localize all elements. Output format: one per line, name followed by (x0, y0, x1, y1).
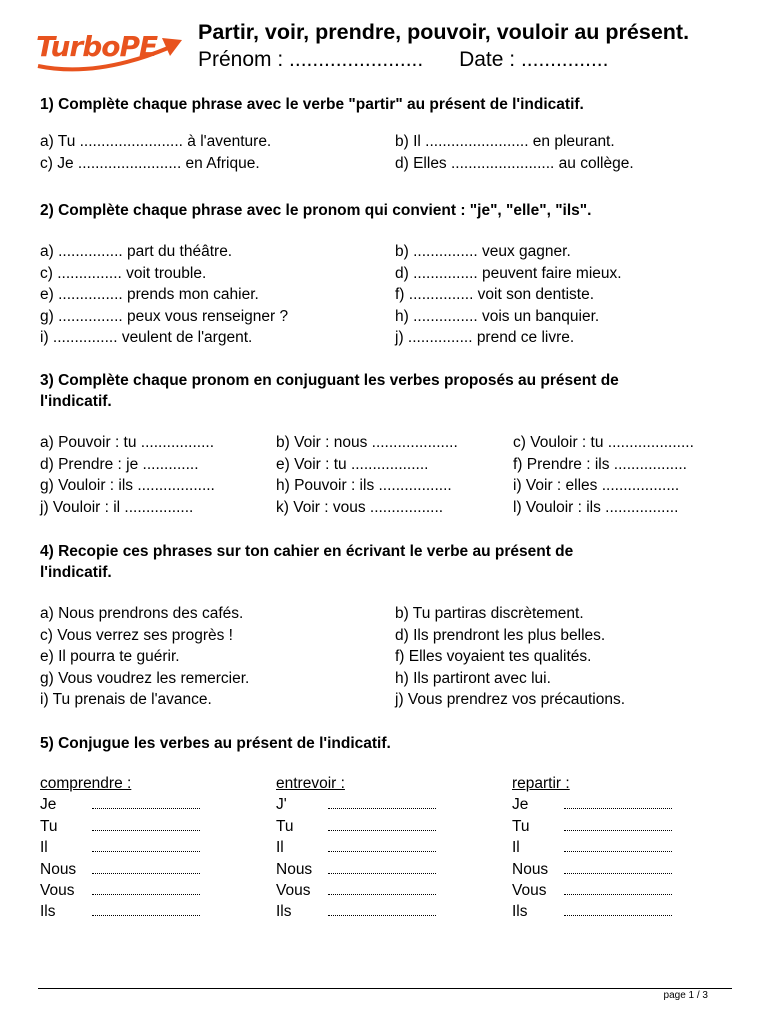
turbope-logo (36, 26, 188, 76)
pronoun-label: Vous (276, 881, 311, 899)
conjugation-column-repartir (512, 773, 570, 923)
answer-line[interactable] (328, 851, 436, 852)
prenom-field: Prénom : ....................... (198, 48, 424, 71)
exercise-item: d) Ils prendront les plus belles. (395, 626, 606, 644)
exercise-4 (40, 541, 730, 711)
pronoun-label: Ils (276, 903, 292, 921)
exercise-item: h) Ils partiront avec lui. (395, 669, 551, 687)
exercise-item: f) Elles voyaient tes qualités. (395, 648, 592, 665)
pronoun-label: Il (276, 839, 284, 857)
answer-line[interactable] (564, 915, 672, 916)
pronoun-label: Il (512, 839, 520, 857)
pronoun-label: Je (512, 796, 529, 814)
exercise-item: k) Voir : vous ................. (276, 498, 444, 516)
exercise-item: a) ............... part du théâtre. (40, 243, 233, 260)
answer-line[interactable] (92, 915, 200, 916)
exercise-1-items (40, 131, 730, 174)
logo-text: TurboPE (36, 30, 158, 63)
conjugation-column-entrevoir (276, 773, 345, 923)
pronoun-label: Nous (276, 860, 313, 878)
footer-divider (38, 988, 732, 989)
answer-line[interactable] (92, 894, 200, 895)
exercise-item: d) Elles ........................ au collège. (395, 154, 634, 172)
exercise-item: c) Je ........................ en Afrique. (40, 154, 260, 172)
page-number: page 1 / 3 (663, 990, 708, 1001)
answer-line[interactable] (564, 851, 672, 852)
page-title: Partir, voir, prendre, pouvoir, vouloir au présent. (198, 20, 690, 44)
pronoun-label: Tu (276, 817, 294, 835)
pronoun-label: Nous (40, 860, 77, 878)
exercise-3-question-line1: 3) Complète chaque pronom en conjuguant les verbes proposés au présent de (40, 372, 619, 389)
pronoun-label: Vous (40, 881, 75, 899)
answer-line[interactable] (564, 808, 672, 809)
exercise-item: d) ............... peuvent faire mieux. (395, 264, 622, 282)
verb-heading: repartir : (512, 775, 570, 792)
answer-line[interactable] (328, 808, 436, 809)
exercise-4-question-line2: l'indicatif. (40, 564, 112, 581)
exercise-5 (40, 733, 730, 754)
pronoun-label: J' (276, 796, 287, 814)
answer-line[interactable] (328, 894, 436, 895)
exercise-item: j) Vous prendrez vos précautions. (395, 691, 626, 708)
exercise-4-items (40, 603, 730, 711)
exercise-item: c) Vous verrez ses progrès ! (40, 626, 233, 644)
pronoun-label: Ils (40, 903, 56, 921)
exercise-5-question: 5) Conjugue les verbes au présent de l'indicatif. (40, 735, 391, 752)
exercise-item: e) Voir : tu .................. (276, 455, 429, 473)
answer-line[interactable] (92, 851, 200, 852)
exercise-2-question: 2) Complète chaque phrase avec le pronom qui convient : "je", "elle", "ils". (40, 202, 592, 219)
exercise-item: j) ............... prend ce livre. (395, 329, 575, 346)
pronoun-label: Ils (512, 903, 528, 921)
answer-line[interactable] (564, 873, 672, 874)
exercise-item: b) Voir : nous .................... (276, 434, 458, 451)
answer-line[interactable] (564, 830, 672, 831)
exercise-item: h) ............... vois un banquier. (395, 307, 600, 325)
exercise-item: e) ............... prends mon cahier. (40, 286, 259, 303)
exercise-item: h) Pouvoir : ils ................. (276, 477, 452, 494)
pronoun-label: Tu (40, 817, 58, 835)
exercise-item: g) Vous voudrez les remercier. (40, 669, 250, 687)
answer-line[interactable] (92, 808, 200, 809)
exercise-item: g) Vouloir : ils .................. (40, 477, 215, 494)
exercise-3-items (40, 432, 730, 518)
exercise-item: g) ............... peux vous renseigner ? (40, 307, 289, 325)
exercise-item: a) Nous prendrons des cafés. (40, 605, 244, 622)
pronoun-label: Tu (512, 817, 530, 835)
exercise-item: a) Tu ........................ à l'aventure. (40, 133, 272, 150)
exercise-item: j) Vouloir : il ................ (40, 498, 194, 516)
exercise-3 (40, 370, 730, 518)
verb-heading: comprendre : (40, 775, 132, 792)
exercise-item: e) Il pourra te guérir. (40, 648, 180, 665)
pronoun-label: Nous (512, 860, 549, 878)
exercise-item: f) Prendre : ils ................. (513, 455, 687, 473)
exercise-item: l) Vouloir : ils ................. (513, 498, 679, 516)
exercise-item: d) Prendre : je ............. (40, 455, 199, 473)
exercise-4-question-line1: 4) Recopie ces phrases sur ton cahier en écrivant le verbe au présent de (40, 543, 574, 560)
exercise-1 (40, 94, 730, 174)
pronoun-label: Je (40, 796, 57, 814)
answer-line[interactable] (92, 873, 200, 874)
exercise-item: a) Pouvoir : tu ................. (40, 434, 215, 451)
exercise-item: b) ............... veux gagner. (395, 243, 571, 260)
verb-heading: entrevoir : (276, 775, 345, 792)
answer-line[interactable] (92, 830, 200, 831)
exercise-item: i) ............... veulent de l'argent. (40, 329, 253, 346)
exercise-item: i) Voir : elles .................. (513, 477, 680, 494)
name-date-line (198, 48, 608, 72)
answer-line[interactable] (328, 873, 436, 874)
exercise-item: b) Il ........................ en pleurant. (395, 133, 615, 150)
exercise-item: c) Vouloir : tu .................... (513, 434, 694, 451)
answer-line[interactable] (328, 915, 436, 916)
exercise-3-question-line2: l'indicatif. (40, 393, 112, 410)
exercise-item: i) Tu prenais de l'avance. (40, 691, 212, 708)
pronoun-label: Vous (512, 881, 547, 899)
exercise-item: b) Tu partiras discrètement. (395, 605, 584, 622)
answer-line[interactable] (564, 894, 672, 895)
conjugation-column-comprendre (40, 773, 131, 923)
pronoun-label: Il (40, 839, 48, 857)
exercise-2 (40, 200, 730, 349)
date-field: Date : ............... (459, 48, 609, 71)
exercise-1-question: 1) Complète chaque phrase avec le verbe "partir" au présent de l'indicatif. (40, 96, 584, 113)
exercise-item: f) ............... voit son dentiste. (395, 286, 594, 303)
exercise-item: c) ............... voit trouble. (40, 264, 207, 282)
exercise-2-items (40, 241, 730, 349)
answer-line[interactable] (328, 830, 436, 831)
